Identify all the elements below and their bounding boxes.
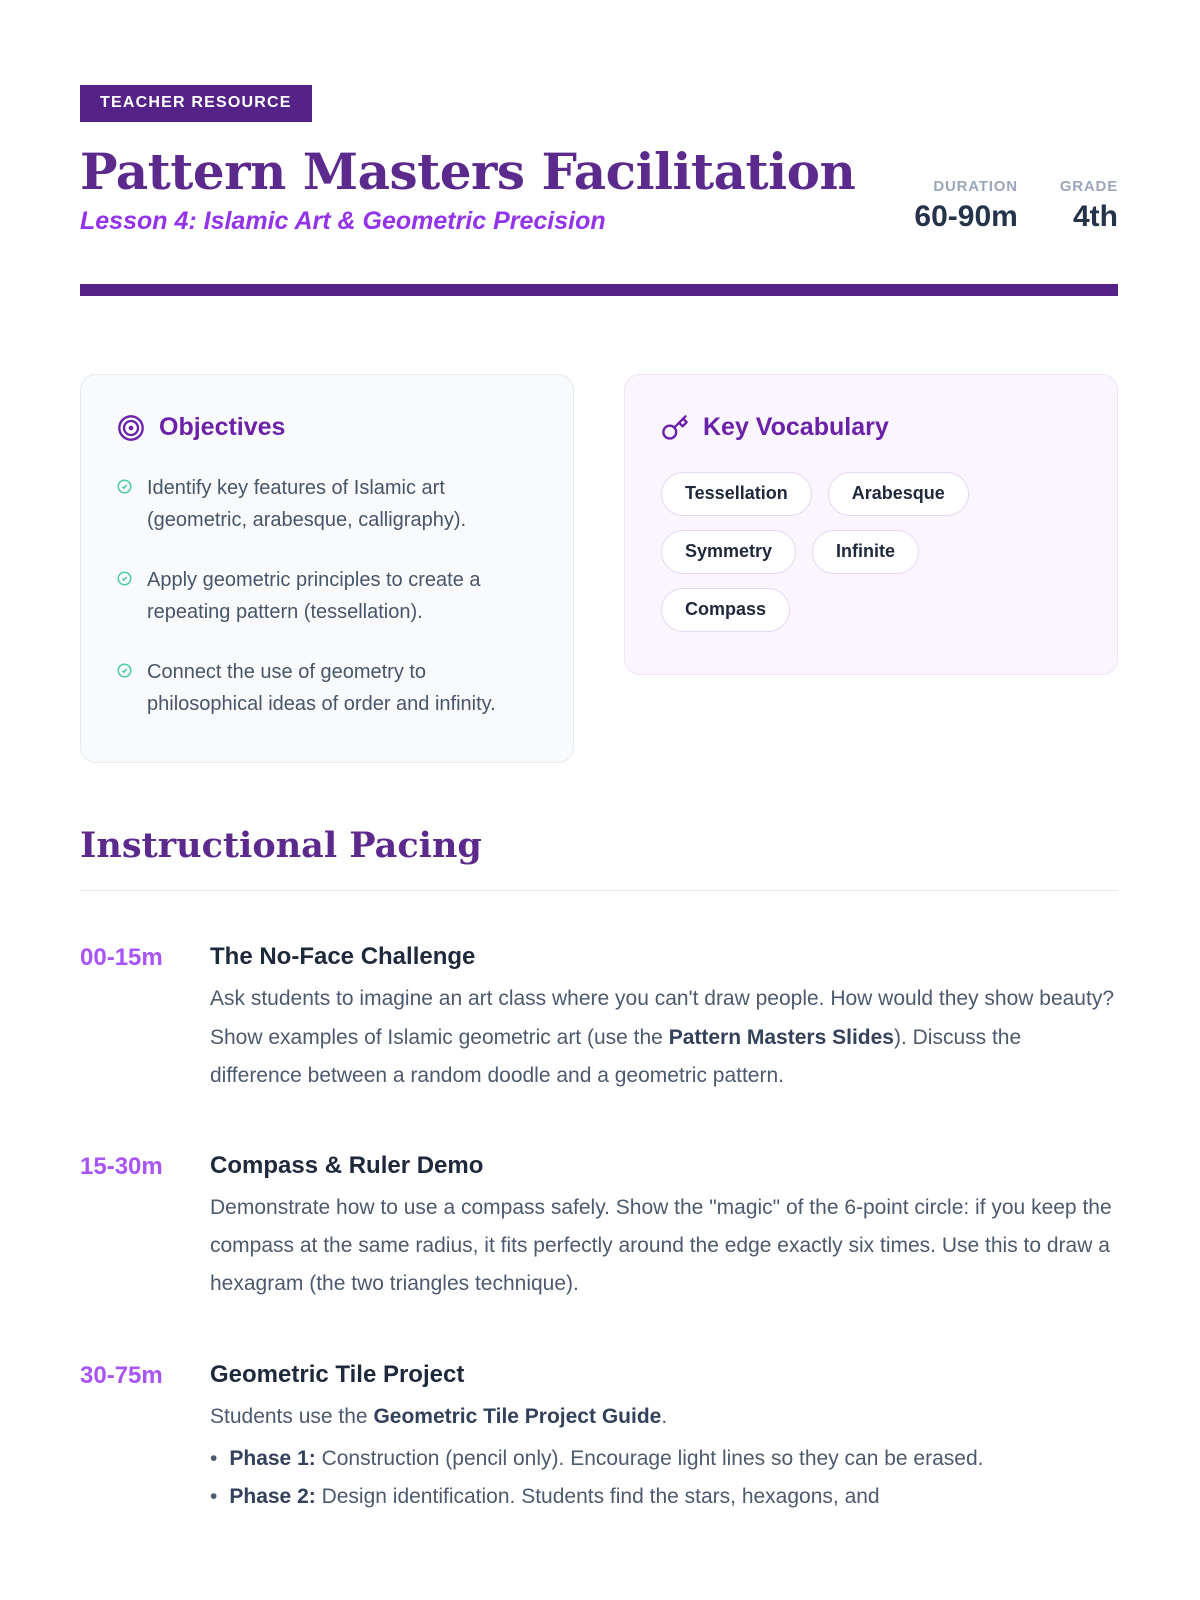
grade-meta bbox=[1060, 178, 1118, 234]
pacing-body: Ask students to imagine an art class where you can't draw people. How would they show beauty? Show examples of Islamic geometric art (use the Pattern Masters Slides). Discuss the difference between a random doodle and a geometric pattern. bbox=[210, 987, 1115, 1087]
key-icon bbox=[661, 414, 689, 442]
check-circle-icon bbox=[117, 571, 132, 586]
objectives-title: Objectives bbox=[159, 413, 286, 441]
pacing-content bbox=[210, 1361, 1118, 1517]
vocab-pill: Symmetry bbox=[661, 530, 796, 574]
pacing-item bbox=[80, 1361, 1118, 1517]
vocab-pill: Compass bbox=[661, 588, 790, 632]
pacing-content bbox=[210, 1152, 1118, 1304]
grade-value: 4th bbox=[1073, 200, 1118, 233]
page-subtitle: Lesson 4: Islamic Art & Geometric Precision bbox=[80, 207, 606, 235]
phase-item: • Phase 1: Construction (pencil only). Encourage light lines so they can be erased. bbox=[210, 1440, 1118, 1478]
phase-item: • Phase 2: Design identification. Students find the stars, hexagons, and bbox=[210, 1478, 1118, 1516]
header-divider bbox=[80, 284, 1118, 296]
pacing-section-heading: Instructional Pacing bbox=[80, 825, 1118, 891]
header bbox=[80, 144, 1118, 236]
pacing-content bbox=[210, 943, 1118, 1095]
pacing-list bbox=[80, 943, 1118, 1516]
summary-cards bbox=[80, 374, 1118, 763]
target-icon bbox=[117, 414, 145, 442]
pacing-time: 30-75m bbox=[80, 1361, 163, 1389]
pacing-time: 15-30m bbox=[80, 1153, 163, 1180]
pacing-title: The No-Face Challenge bbox=[210, 943, 476, 971]
objectives-card bbox=[80, 374, 574, 763]
objectives-list bbox=[117, 472, 537, 720]
objectives-heading bbox=[117, 413, 537, 442]
objective-text: Connect the use of geometry to philosophical ideas of order and infinity. bbox=[147, 660, 496, 715]
duration-meta bbox=[914, 178, 1017, 234]
vocabulary-heading bbox=[661, 413, 1081, 442]
pacing-item bbox=[80, 943, 1118, 1095]
objective-item bbox=[117, 472, 537, 537]
duration-label: DURATION bbox=[933, 178, 1018, 195]
pacing-body: Students use the Geometric Tile Project Guide. bbox=[210, 1404, 668, 1428]
teacher-resource-badge: TEACHER RESOURCE bbox=[80, 85, 312, 122]
phase-list bbox=[210, 1440, 1118, 1516]
vocab-pill: Infinite bbox=[812, 530, 919, 574]
pacing-title: Geometric Tile Project bbox=[210, 1360, 465, 1388]
check-circle-icon bbox=[117, 479, 132, 494]
vocabulary-title: Key Vocabulary bbox=[703, 413, 889, 441]
header-meta bbox=[914, 178, 1118, 236]
vocabulary-card bbox=[624, 374, 1118, 675]
objective-text: Identify key features of Islamic art (geometric, arabesque, calligraphy). bbox=[147, 477, 467, 532]
duration-value: 60-90m bbox=[914, 200, 1018, 233]
page-title: Pattern Masters Facilitation bbox=[80, 142, 856, 201]
objective-text: Apply geometric principles to create a repeating pattern (tessellation). bbox=[147, 568, 481, 624]
pacing-item bbox=[80, 1152, 1118, 1304]
pacing-title: Compass & Ruler Demo bbox=[210, 1152, 484, 1179]
vocab-pill: Arabesque bbox=[828, 472, 969, 516]
vocabulary-pills bbox=[661, 472, 1001, 632]
check-circle-icon bbox=[117, 663, 132, 678]
pacing-body: Demonstrate how to use a compass safely. Show the "magic" of the 6-point circle: if you keep the compass at the same radius, it fits perfectly around the edge exactly six times. Use this to draw a hexagram (the two triangles technique). bbox=[210, 1196, 1112, 1296]
objective-item bbox=[117, 656, 537, 721]
objective-item bbox=[117, 564, 537, 629]
pacing-time: 00-15m bbox=[80, 944, 163, 972]
vocab-pill: Tessellation bbox=[661, 472, 812, 516]
grade-label: GRADE bbox=[1059, 178, 1118, 195]
title-block bbox=[80, 144, 855, 236]
